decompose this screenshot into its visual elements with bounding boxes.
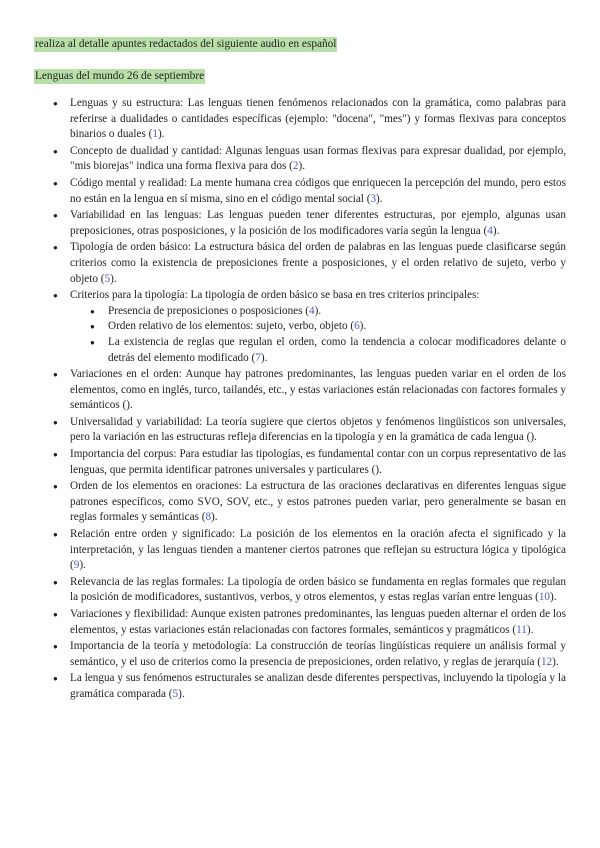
note-text: Relevancia de las reglas formales: La tipología de orden básico se fundamenta en reglas formales que regulan la posición de modificadores, sustantivos, verbos, y otros elementos, y estas reglas varían entre lenguas (	[70, 575, 566, 604]
citation-link[interactable]: 4	[309, 304, 315, 317]
note-text: Relación entre orden y significado: La posición de los elementos en la oración afecta el significado y la interpretación, y las lenguas tienden a mantener ciertos patrones que reflejan su estructura lógica y tipológica (	[70, 528, 566, 572]
citation-link[interactable]: 5	[104, 272, 111, 285]
list-item	[34, 367, 566, 414]
citation-link[interactable]: 3	[370, 192, 377, 205]
list-item	[34, 575, 566, 606]
citation-link[interactable]: 7	[255, 351, 261, 364]
note-text: Variabilidad en las lenguas: Las lenguas pueden tener diferentes estructuras, por ejemplo, algunas usan preposiciones, otras posposiciones, y la posición de los modificadores varía según la lengua (	[70, 209, 566, 237]
page-title: Lenguas del mundo 26 de septiembre	[35, 70, 205, 82]
citation-link[interactable]: 10	[538, 591, 551, 604]
note-text: Lenguas y su estructura: Las lenguas tienen fenómenos relacionados con la gramática, como palabras para referirse a dualidades o cantidades específicas (ejemplo: "docena", "mes") y formas flexivas para conceptos binarios o duales (	[70, 97, 566, 141]
list-item	[34, 527, 566, 574]
note-end: ).	[178, 687, 185, 700]
sublist-item	[70, 335, 566, 366]
note-end: ).	[550, 591, 557, 604]
note-text: La lengua y sus fenómenos estructurales se analizan desde diferentes perspectivas, incluyendo la tipología y la gramática comparada (	[70, 672, 566, 700]
list-item	[34, 176, 566, 207]
note-end: ).	[359, 320, 367, 333]
list-item	[34, 639, 566, 670]
criteria-sublist	[70, 304, 566, 366]
note-end: ).	[492, 224, 500, 237]
list-item	[34, 447, 566, 478]
note-end: ).	[79, 559, 86, 572]
note-text: Variaciones y flexibilidad: Aunque existen patrones predominantes, las lenguas pueden alternar el orden de los elementos, y estas variaciones están relacionadas con factores formales, semánticos y pragmáticos (	[70, 608, 566, 636]
notes-list	[34, 96, 566, 704]
citation-link[interactable]: 9	[73, 559, 80, 572]
citation-link[interactable]: 2	[292, 160, 299, 173]
note-end: ).	[157, 128, 165, 141]
note-text: Tipología de orden básico: La estructura básica del orden de palabras en las lenguas puede clasificarse según criterios como la existencia de preposiciones frente a posposiciones, y el orden relativo de sujeto, verbo y objeto (	[70, 241, 566, 285]
citation-link[interactable]: 1	[152, 128, 158, 141]
note-end: ).	[298, 160, 305, 173]
note-text: La existencia de reglas que regulan el orden, como la tendencia a colocar modificadores delante o detrás del elemento modificado (	[108, 335, 566, 364]
note-text: Importancia de la teoría y metodología: La construcción de teorías lingüísticas requiere un análisis formal y semántico, y el uso de criterios como la presencia de preposiciones, orden relativo, y reglas de jerarquía (	[70, 640, 566, 668]
note-text: Concepto de dualidad y cantidad: Algunas lenguas usan formas flexivas para expresar dualidad, por ejemplo, "mis biorejas" indica una forma flexiva para dos (	[70, 144, 566, 173]
list-item	[34, 288, 566, 366]
note-text: Orden de los elementos en oraciones: La estructura de las oraciones declarativas en diferentes lenguas sigue patrones específicos, como SVO, SOV, etc., y estos patrones pueden variar, pero generalmente se basan en reglas formales y semánticas (	[70, 480, 566, 524]
list-item	[34, 96, 566, 143]
citation-link[interactable]: 11	[516, 623, 527, 636]
sublist-item	[70, 304, 566, 320]
note-end: ).	[314, 304, 322, 317]
note-end: ).	[552, 655, 559, 668]
note-text: Orden relativo de los elementos: sujeto, verbo, objeto (	[108, 320, 355, 333]
list-item	[34, 479, 566, 526]
note-text: Código mental y realidad: La mente humana crea códigos que enriquecen la percepción del mundo, pero estos no están en la lengua en sí misma, sino en el código mental social (	[70, 176, 566, 205]
citation-link[interactable]: 6	[354, 320, 360, 333]
citation-link[interactable]: 5	[172, 687, 179, 700]
list-item	[34, 144, 566, 175]
note-text: Presencia de preposiciones o posposiciones (	[108, 304, 310, 317]
list-item	[34, 607, 566, 638]
note-text: Universalidad y variabilidad: La teoría sugiere que ciertos objetos y fenómenos lingüísticos son universales, pero la variación en las estructuras refleja diferencias en la tipología y en la gramática de cada lengua ().	[70, 415, 566, 444]
citation-link[interactable]: 4	[487, 224, 493, 237]
list-item	[34, 415, 566, 446]
note-end: ).	[211, 511, 218, 524]
note-text: Importancia del corpus: Para estudiar las tipologías, es fundamental contar con un corpus representativo de las lenguas, que permita identificar patrones universales y particulares ().	[70, 448, 566, 476]
list-item	[34, 240, 566, 287]
prompt-text: realiza al detalle apuntes redactados del siguiente audio en español	[35, 38, 337, 50]
list-item	[34, 671, 566, 702]
note-end: ).	[376, 192, 383, 205]
note-text: Criterios para la tipología: La tipología de orden básico se basa en tres criterios principales:	[70, 289, 480, 302]
list-item	[34, 208, 566, 239]
note-end: ).	[526, 623, 534, 636]
note-text: Variaciones en el orden: Aunque hay patrones predominantes, las lenguas pueden variar en el orden de los elementos, como en inglés, turco, tailandés, etc., y estas variaciones están relacionadas con factores formales y semánticos ().	[70, 368, 566, 412]
note-end: ).	[110, 272, 117, 285]
citation-link[interactable]: 8	[205, 511, 212, 524]
sublist-item	[70, 319, 566, 335]
citation-link[interactable]: 12	[540, 655, 553, 668]
note-end: ).	[260, 351, 268, 364]
